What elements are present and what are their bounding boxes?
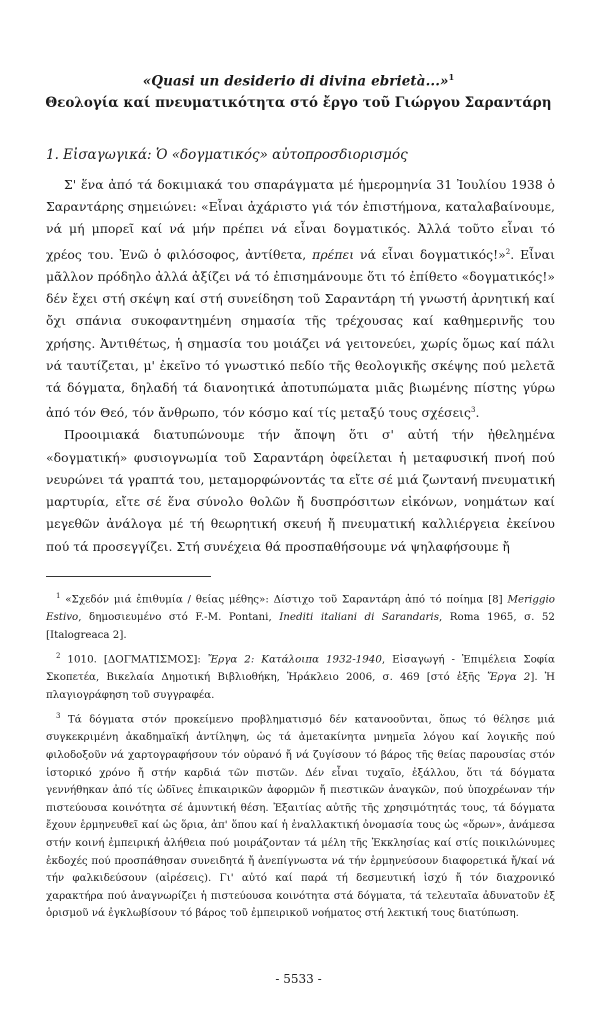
footnote-3-text: Τά δόγματα στόν προκείμενο προβληματισμό δέν κατανοοῦνται, ὅπως τό θέλησε μιά συγκεκριμένη ἀκαδημαϊκή ἀντίληψη, ὡς τά ἀμετακίνητα μνημεῖα λόγου καί λογικῆς πού φιλοδοξοῦν νά χαρτογραφήσουν τόν οὐρανό ἤ νά ζυγίσουν τό βάρος τῆς θείας παρουσίας στόν ἱστορικό χρόνο ἤ στήν καρδιά τῶν πιστῶν. Δέν εἶναι τυχαῖο, ἐξάλλου, ὅτι τά δόγματα γεννήθηκαν ἀπό τίς ὠδῖνες ἐπικαιρικῶν ἀφορμῶν ἤ πιεστικῶν ἀναγκῶν, πού ὑποχρέωναν τήν πιστεύουσα κοινότητα σέ ἀμυντική θέση. Ἐξαιτίας αὐτῆς τῆς χρησιμότητάς τους, τά δόγματα ἔχουν ἑρμηνευθεῖ καί ὡς ὅρια, ἀπ' ὅπου καί ἡ ἐναλλακτική ὀνομασία τους ὡς «ὅρων», ἀνάμεσα στήν κοινή ἐμπειρική ἀλήθεια πού μοιράζονταν τά μέλη τῆς Ἐκκλησίας καί στίς ποικιλώνυμες ἐκδοχές πού προσπάθησαν συνειδητά ἤ ἀνεπίγνωστα νά τήν ἑρμηνεύσουν διαφορετικά ἤ/καί νά τήν φαλκιδεύσουν (αἱρέσεις). Γι' αὐτό καί παρά τή δεσμευτική ἰσχύ ἤ τόν διαχρονικό χαρακτήρα πού ἀναγνωρίζει ἡ πιστεύουσα κοινότητα στά δόγματα, τά τελευταῖα ἀδυνατοῦν ἐξ ὁρισμοῦ νά ἐγκλωβίσουν τό βάρος τοῦ ἐμπειρικοῦ νοήματος στή λεκτική τους διατύπωση. — [46, 713, 555, 920]
article-subtitle: Θεολογία καί πνευματικότητα στό ἔργο τοῦ Γιώργου Σαραντάρη — [45, 95, 552, 111]
page-number: - 5533 - — [275, 972, 322, 986]
footnote-1-part-b: , δημοσιευμένο στό F.-M. Pontani, — [78, 611, 280, 624]
footnote-1-part-a: «Σχεδόν μιά ἐπιθυμία / θείας μέθης»: Δίστιχο τοῦ Σαραντάρη ἀπό τό ποίημα [8] — [60, 593, 508, 606]
footnote-1-number: 1 — [56, 592, 61, 600]
footnote-2-part-c: ]. Ἡ πλαγιογράφηση τοῦ συγγραφέα. — [46, 671, 555, 701]
footnote-3-number: 3 — [56, 712, 61, 721]
body-text — [46, 174, 555, 558]
footnote-divider — [46, 576, 211, 577]
footnotes — [46, 588, 555, 927]
paragraph-1 — [46, 174, 555, 424]
paragraph-1-part-b: νά εἶναι δογματικός!» — [354, 246, 506, 262]
footnote-ref-2: 2 — [505, 247, 511, 256]
paragraph-1-end: . — [475, 405, 480, 421]
article-title — [0, 72, 597, 90]
footnote-ref-1: 1 — [448, 72, 455, 82]
footnote-3 — [46, 708, 555, 923]
paragraph-2: Προοιμιακά διατυπώνουμε τήν ἄποψη ὅτι σ' αὐτή τήν ἠθελημένα «δογματική» φυσιογνωμία τοῦ Σαραντάρη ὀφείλεται ἡ μεταφυσική πνοή πού νευρώνει τά γραπτά του, μεταμορφώνοντάς τα εἴτε σέ μιά ζωντανή πνευματική μαρτυρία, εἴτε σέ ἕνα σύνολο θολῶν ἤ δυσπρόσιτων εἰκόνων, νοημάτων καί μεγεθῶν ἀνάλογα μέ τή θεωρητική σκευή ἤ πνευματική καλλιέργεια ἐκείνου πού τά προσεγγίζει. Στή συνέχεια θά προσπαθήσουμε νά ψηλαφήσουμε ἤ — [46, 427, 555, 554]
paragraph-1-part-c: . Εἶναι μᾶλλον πρόδηλο ἀλλά ἀξίζει νά τό ἐπισημάνουμε ὅτι τό ἐπίθετο «δογματικός!» δέν ἔχει στή σκέψη καί στή συνείδηση τοῦ Σαραντάρη τή γνωστή ἀρνητική καί ὄχι σπάνια συκοφαντημένη σημασία τῆς τρέχουσας καί καθημερινῆς του χρήσης. Ἀντιθέτως, ἡ σημασία του μοιάζει νά γειτονεύει, χωρίς ὅμως καί πάλι νά ταυτίζεται, μ' ἐκεῖνο τό γνωστικό πεδίο τῆς θεολογικῆς σκέψης πού μελετᾶ τά δόγματα, δηλαδή τά διανοητικά ἀποτυπώματα μιᾶς βιωμένης πίστης γύρω ἀπό τόν Θεό, τόν ἄνθρωπο, τόν κόσμο καί τίς μεταξύ τους σχέσεις — [46, 246, 556, 421]
footnote-2-part-a: 1010. [ΔΟΓΜΑΤΙΣΜΟΣ]: — [60, 653, 208, 666]
footnote-ref-3: 3 — [470, 406, 476, 415]
footnote-2-book-title: Ἔργα 2: Κατάλοιπα 1932-1940 — [207, 653, 382, 666]
footnote-2-number: 2 — [56, 652, 61, 661]
footnote-1-part-c: , Roma 1965, σ. 52 [Italogreaca 2]. — [46, 611, 555, 641]
paragraph-1-emphasis: πρέπει — [312, 246, 355, 262]
footnote-1 — [46, 588, 555, 644]
footnote-2-short-title: Ἔργα 2 — [487, 671, 531, 684]
section-heading: 1. Εἰσαγωγικά: Ὁ «δογματικός» αὐτοπροσδιορισμός — [46, 147, 408, 163]
paragraph-1-part-a: Σ' ἕνα ἀπό τά δοκιμιακά του σπαράγματα μέ ἡμερομηνία 31 Ἰουλίου 1938 ὁ Σαραντάρης σημειώνει: «Εἶναι ἀχάριστο γιά τόν ἐπιστήμονα, καταλαβαίνουμε, νά μή μπορεῖ καί νά μήν πρέπει νά εἶναι δογματικός. Ἀλλά τοῦτο εἶναι τό χρέος του. Ἐνῶ ὁ φιλόσοφος, ἀντίθετα, — [46, 177, 555, 262]
footnote-2-part-b: , Εἰσαγωγή - Ἐπιμέλεια Σοφία Σκοπετέα, Βικελαία Δημοτική Βιβλιοθήκη, Ἡράκλειο 2006, σ. 469 [στό ἑξῆς — [46, 653, 555, 684]
footnote-2 — [46, 648, 555, 704]
article-title-text: «Quasi un desiderio di divina ebrietà...» — [142, 73, 449, 90]
footnote-1-book-title: Inediti italiani di Sarandaris — [279, 611, 440, 624]
footnote-1-poem-title: Meriggio Estivo — [46, 593, 555, 624]
